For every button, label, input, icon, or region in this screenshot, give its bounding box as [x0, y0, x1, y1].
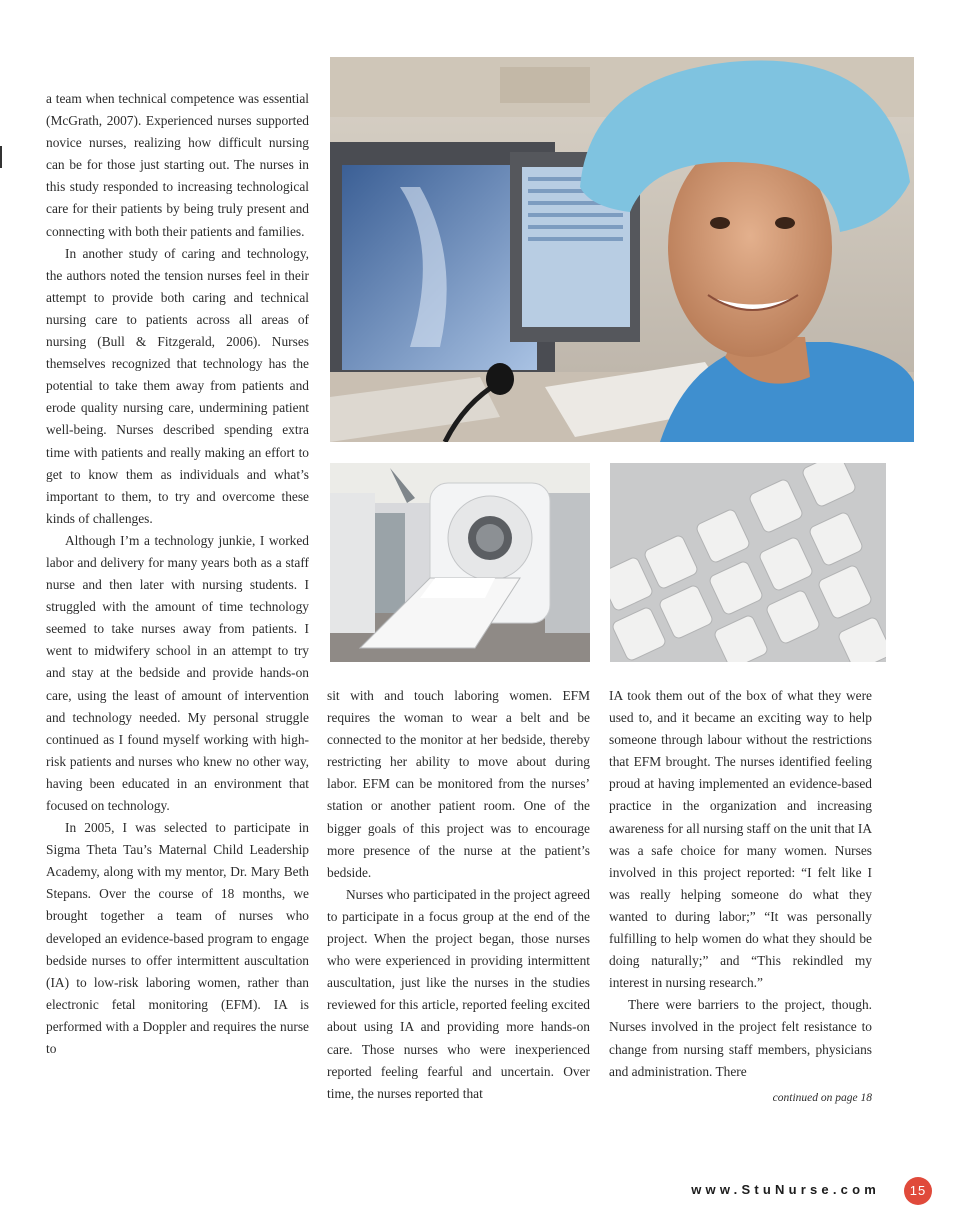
ct-scanner-photo: [330, 463, 590, 662]
page-number-badge: 15: [904, 1177, 932, 1205]
paragraph: sit with and touch laboring women. EFM requires the woman to wear a belt and be connected to the monitor at her bedside, thereby restricting her ability to move about during labor. EFM can be monitored from the nurses’ station or another patient room. One of the bigger goals of this project was to encourage more presence of the nurse at the patient’s bedside.: [327, 688, 590, 880]
keyboard-photo: [610, 463, 886, 662]
article-column-2: [327, 685, 590, 1105]
paragraph: There were barriers to the project, though. Nurses involved in the project felt resistance to change from nursing staff members, physicians and administration. There: [609, 997, 872, 1079]
paragraph: Nurses who participated in the project agreed to participate in a focus group at the end of the project. When the project began, those nurses who were experienced in providing intermittent auscultation, just like the nurses in the studies reviewed for this article, reported feeling excited about using IA and providing more hands-on care. Those nurses who were inexperienced reported feeling fearful and uncertain. Over time, the nurses reported that: [327, 886, 590, 1101]
nurse-with-monitors-photo: [330, 57, 914, 442]
paragraph: Although I’m a technology junkie, I worked labor and delivery for many years both as a staff nurse and then later with nursing students. I struggled with the amount of time technology seemed to take nurses away from patients. I went to midwifery school in an attempt to try and stay at the bedside and provide hands-on care, using the least of amount of intervention and technology needed. My personal struggle continued as I found myself working with high-risk patients and nurses who knew no other way, having been educated in an environment that focused on technology.: [46, 532, 309, 813]
continued-note: continued on page 18: [772, 1091, 872, 1104]
margin-marker: [0, 146, 2, 168]
paragraph: In another study of caring and technology, the authors noted the tension nurses feel in their attempt to provide both caring and technical nursing care to patients across all areas of nursing (Bull & Fitzgerald, 2006). Nurses themselves recognized that technology has the potential to take them away from patients and erode quality nursing care, undermining patient well-being. Nurses described spending extra time with patients and really making an effort to get to know them as individuals and what’s important to them, to try and overcome these kinds of challenges.: [46, 245, 309, 526]
article-column-3: [609, 685, 872, 1109]
article-column-1: [46, 88, 309, 1060]
paragraph: IA took them out of the box of what they were used to, and it became an exciting way to help someone through labour without the restrictions that EFM brought. The nurses identified feeling proud at having implemented an evidence-based practice in the organization and increasing awareness for all nursing staff on the unit that IA was a safe choice for many women. Nurses involved in this project reported: “I felt like I was really helping someone do what they wanted to during labor;” “It was personally fulfilling to help women do what they should be doing naturally;” and “This rekindled my interest in nursing research.”: [609, 688, 872, 991]
paragraph: a team when technical competence was essential (McGrath, 2007). Experienced nurses supported novice nurses, realizing how difficult nursing can be for those just starting out. The nurses in this study responded to increasing technological care for their patients by being truly present and connecting with both their patients and families.: [46, 91, 309, 239]
footer-url[interactable]: www.StuNurse.com: [691, 1182, 880, 1197]
paragraph: In 2005, I was selected to participate in Sigma Theta Tau’s Maternal Child Leadership Academy, along with my mentor, Dr. Mary Beth Stepans. Over the course of 18 months, we brought together a team of nurses who developed an evidence-based program to engage bedside nurses to offer intermittent auscultation (IA) to low-risk laboring women, rather than electronic fetal monitoring (EFM). IA is performed with a Doppler and requires the nurse to: [46, 820, 309, 1057]
